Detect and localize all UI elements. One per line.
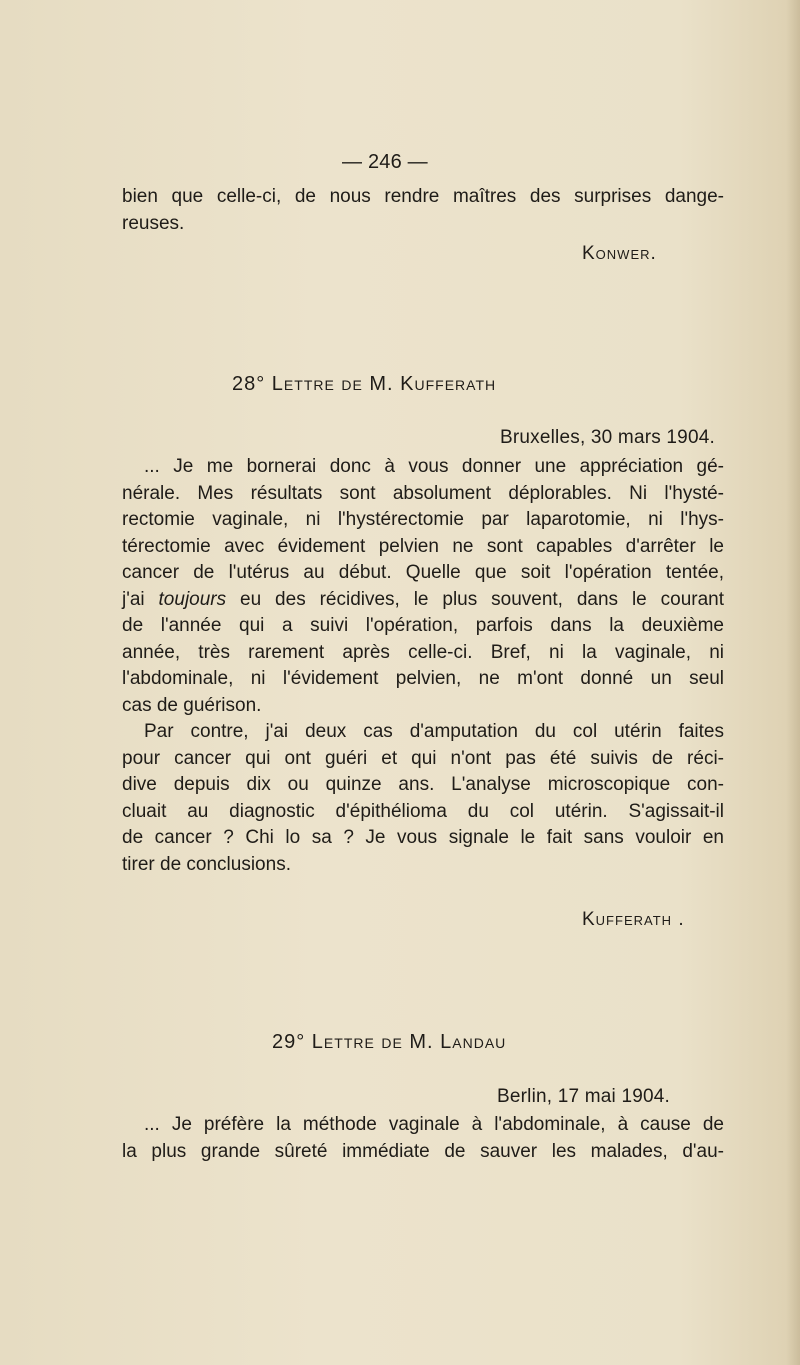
text-line: ... Je me bornerai donc à vous donner une appréciation gé-	[144, 456, 724, 477]
letter-28-paragraph-2	[122, 719, 724, 878]
text-line: année, très rarement après celle-ci. Bref, ni la vaginale, ni	[122, 641, 724, 663]
letter-28-dateline: Bruxelles, 30 mars 1904.	[500, 427, 715, 448]
text-line: rectomie vaginale, ni l'hystérectomie par laparotomie, ni l'hys-	[122, 509, 724, 530]
text-line: nérale. Mes résultats sont absolument déplorables. Ni l'hysté-	[122, 482, 724, 504]
text-line: térectomie avec évidement pelvien ne sont capables d'arrêter le	[122, 535, 724, 557]
page-number: — 246 —	[342, 151, 428, 173]
letter-29-heading: 29° Lettre de M. Landau	[272, 1031, 507, 1053]
letter-28-heading: 28° Lettre de M. Kufferath	[232, 373, 497, 395]
text-line: cas de guérison.	[122, 694, 262, 716]
text-line: cancer de l'utérus au début. Quelle que soit l'opération tentée,	[122, 562, 724, 583]
text-line: de l'année qui a suivi l'opération, parfois dans la deuxième	[122, 615, 724, 636]
intro-line-1: bien que celle-ci, de nous rendre maîtres des surprises dange-	[122, 186, 724, 207]
letter-29-dateline: Berlin, 17 mai 1904.	[497, 1086, 670, 1107]
text-line: tirer de conclusions.	[122, 853, 291, 875]
intro-line-2: reuses.	[122, 212, 185, 234]
text-line: dive depuis dix ou quinze ans. L'analyse microscopique con-	[122, 774, 724, 795]
signature-konwer: Konwer.	[582, 243, 657, 264]
page-edge-shadow	[786, 0, 800, 1365]
letter-28-paragraph-1	[122, 454, 724, 719]
signature-kufferath: Kufferath .	[582, 909, 685, 930]
emphasis-toujours: toujours	[158, 588, 227, 610]
text-line: la plus grande sûreté immédiate de sauver les malades, d'au-	[122, 1140, 724, 1162]
text-line: pour cancer qui ont guéri et qui n'ont pas été suivis de réci-	[122, 747, 724, 769]
text-line: l'abdominale, ni l'évidement pelvien, ne m'ont donné un seul	[122, 668, 724, 689]
intro-paragraph	[122, 184, 724, 237]
text-line: Par contre, j'ai deux cas d'amputation du col utérin faites	[144, 721, 724, 742]
text-line: de cancer ? Chi lo sa ? Je vous signale le fait sans vouloir en	[122, 827, 724, 848]
text-line: j'ai toujours eu des récidives, le plus souvent, dans le courant	[122, 588, 724, 610]
text-line: ... Je préfère la méthode vaginale à l'abdominale, à cause de	[144, 1114, 724, 1135]
letter-29-paragraph-1	[122, 1112, 724, 1165]
text-line: cluait au diagnostic d'épithélioma du col utérin. S'agissait-il	[122, 800, 724, 822]
